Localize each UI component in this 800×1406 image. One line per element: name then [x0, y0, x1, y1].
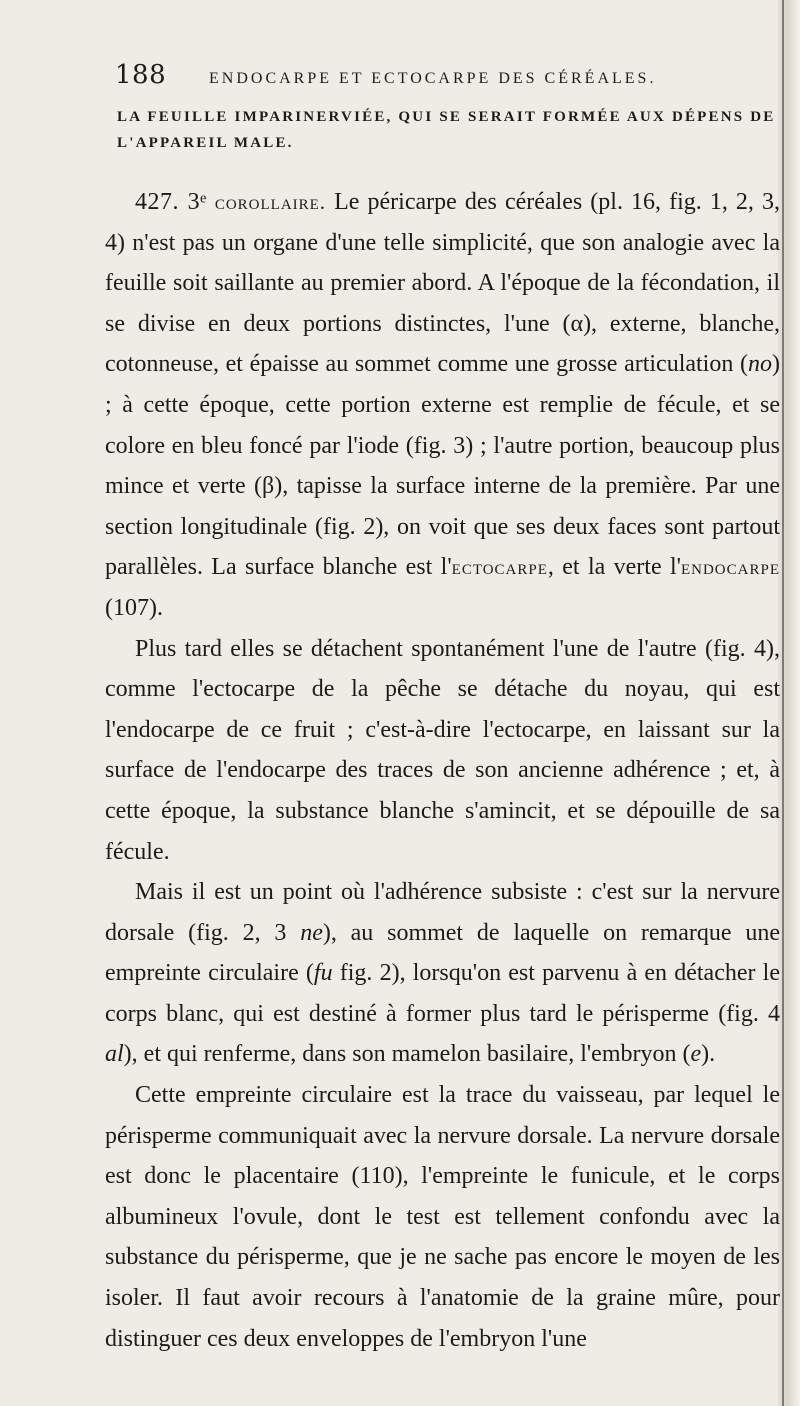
italic-ref: e [690, 1041, 702, 1068]
page-number: 188 [115, 60, 167, 90]
italic-ref: al [105, 1041, 124, 1068]
paragraph-4: Cette empreinte circulaire est la trace du vaisseau, par lequel le périsperme communiquait avec la nervure dorsale. La nervure dorsale est donc le placentaire (110), l'empreinte le funicule, et le corps albumineux l'ovule, dont le test est tellement confondu avec la substance du périsperme, que je ne sache pas encore le moyen de les isoler. Il faut avoir recours à l'anatomie de la graine mûre, pour distinguer ces deux enveloppes de l'embryon l'une [105, 1082, 780, 1352]
text-run: ), au sommet de laquelle on remarque une empreinte circulaire ( [105, 919, 780, 987]
text-run: ) ; à cette époque, cette portion externe est remplie de fécule, et se colore en bleu foncé par l'iode (fig. 3) ; l'autre portion, beaucoup plus mince et verte (β), tapisse la surface interne de la première. Par une section longitudinale (fig. 2), on voit que ses deux faces sont partout parallèles. La surface blanche est l' [105, 351, 780, 581]
body-text [105, 182, 780, 1359]
header-title: ENDOCARPE ET ECTOCARPE DES CÉRÉALES. [209, 70, 657, 87]
term-endocarpe: endocarpe [680, 555, 780, 580]
running-head [115, 60, 780, 90]
term-ectocarpe: ectocarpe [451, 555, 548, 580]
paragraph-number: 427. 3ᵉ [135, 189, 207, 215]
text-run: (107). [105, 594, 163, 621]
paragraph-427 [105, 182, 780, 629]
italic-ref: no [748, 351, 772, 378]
text-run: ). [701, 1041, 716, 1068]
paragraph-3 [105, 872, 780, 1075]
text-run: Mais il est un point où l'adhérence subsiste : c'est sur la nervure dorsale (fig. 2, 3 [105, 879, 780, 946]
section-heading: LA FEUILLE IMPARINERVIÉE, QUI SE SERAIT FORMÉE AUX DÉPENS DE L'APPAREIL MALE. [117, 109, 776, 151]
text-run: ), et qui renferme, dans son mamelon basilaire, l'embryon ( [123, 1041, 691, 1068]
page-edge-line [782, 0, 784, 1406]
text-run: Le péricarpe des céréales (pl. 16, fig. 1, 2, 3, 4) n'est pas un organe d'une telle simplicité, que son analogie avec la feuille soit saillante au premier abord. A l'époque de la fécondation, il se divise en deux portions distinctes, l'une (α), externe, blanche, cotonneuse, et épaisse au sommet comme une grosse articulation ( [105, 189, 780, 378]
italic-ref: fu [313, 960, 333, 987]
italic-ref: ne [300, 919, 323, 946]
paragraph-2: Plus tard elles se détachent spontanément l'une de l'autre (fig. 4), comme l'ectocarpe de la pêche se détache du noyau, qui est l'endocarpe de ce fruit ; c'est-à-dire l'ectocarpe, en laissant sur la surface de l'endocarpe des traces de son ancienne adhérence ; et, à cette époque, la substance blanche s'amincit, et se dépouille de sa fécule. [105, 635, 780, 865]
corollary-label: corollaire. [214, 190, 327, 214]
page-content [105, 60, 780, 1359]
text-run: fig. 2), lorsqu'on est parvenu à en détacher le corps blanc, qui est destiné à former plus tard le périsperme (fig. 4 [105, 960, 781, 1027]
text-run: , et la verte l' [547, 554, 681, 581]
